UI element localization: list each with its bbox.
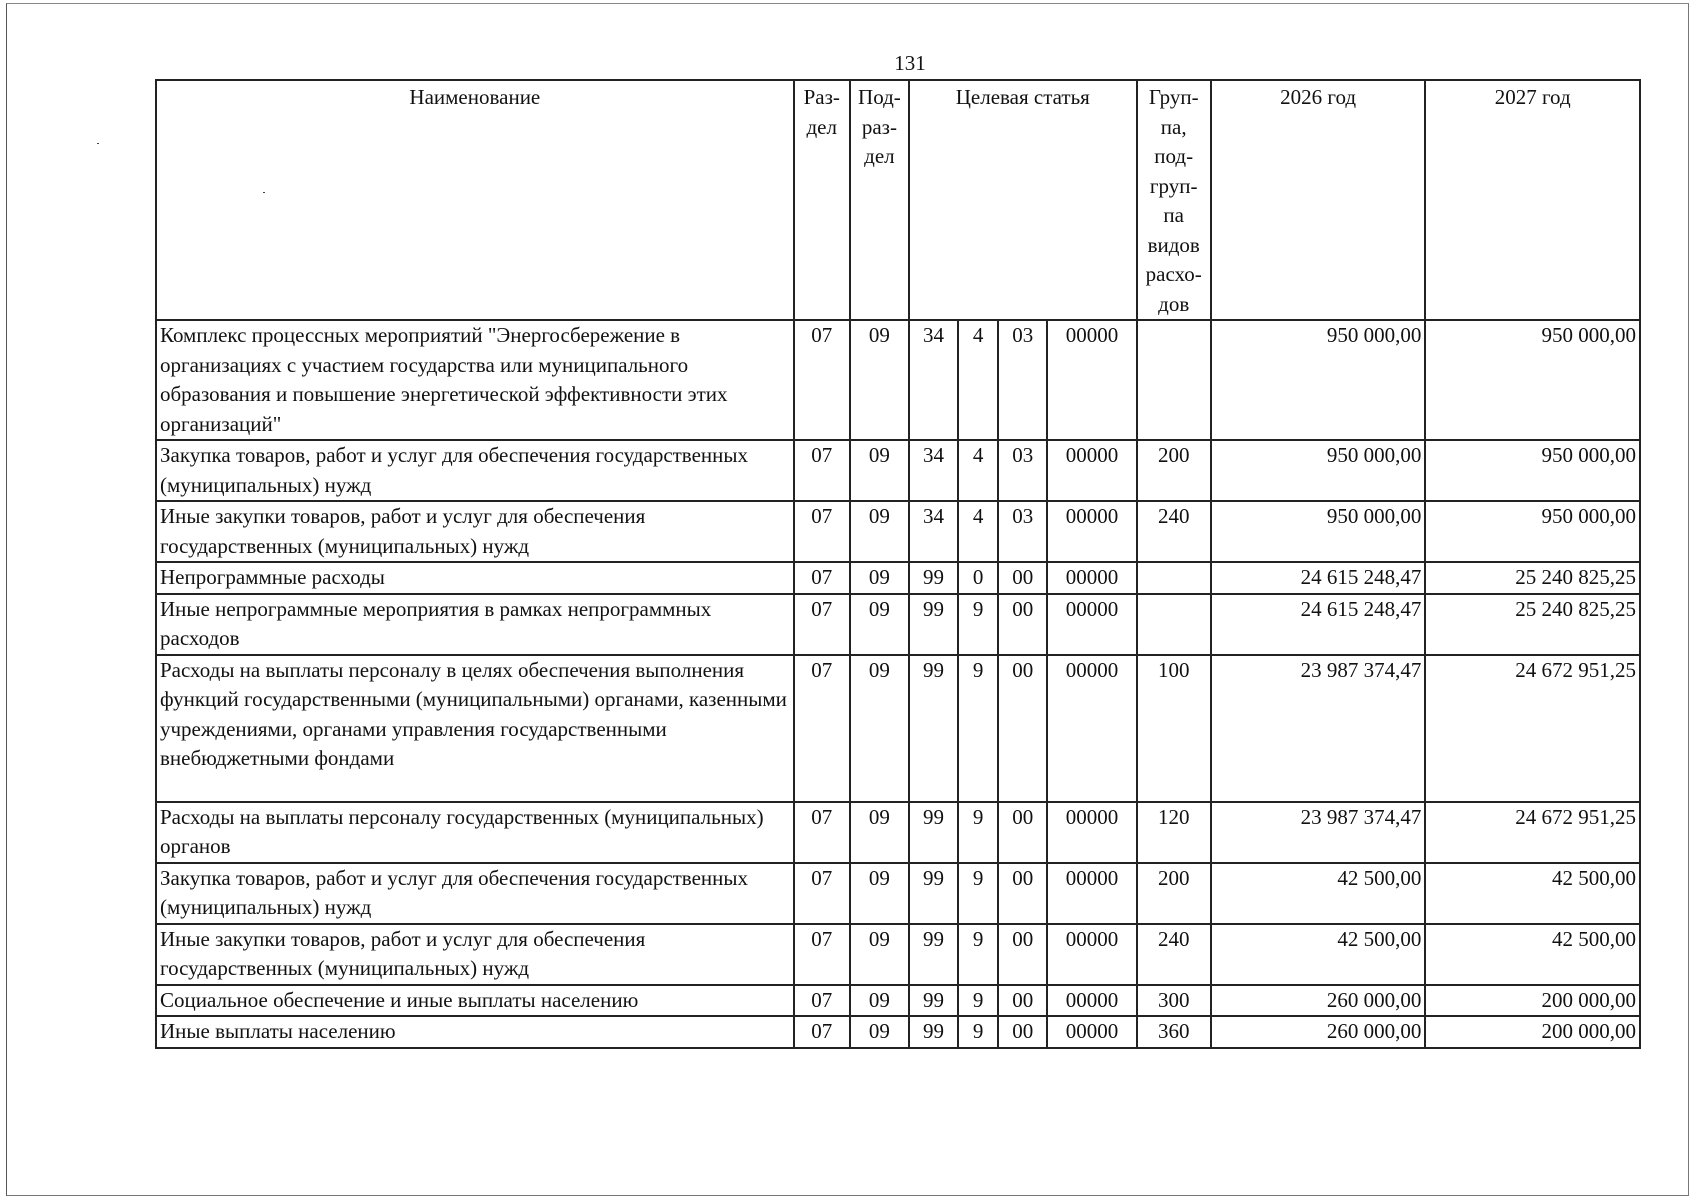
row-article-code: 00000 [1047,440,1136,501]
row-article-type: 4 [958,440,998,501]
row-expense-group: 240 [1137,501,1211,562]
row-article-type: 0 [958,562,998,594]
row-article-type: 9 [958,802,998,863]
row-subsection: 09 [850,924,909,985]
row-article-event: 00 [998,562,1047,594]
row-article-code: 00000 [1047,320,1136,440]
table-row [156,985,1640,1017]
header-section: Раз- дел [794,80,850,320]
row-article-code: 00000 [1047,501,1136,562]
table-row [156,924,1640,985]
row-name: Иные закупки товаров, работ и услуг для обеспечения государственных (муниципальных) нужд [156,924,794,985]
row-amount-2027: 950 000,00 [1425,320,1640,440]
row-article-event: 03 [998,501,1047,562]
row-article-program: 99 [909,562,958,594]
table-row [156,440,1640,501]
row-article-program: 99 [909,924,958,985]
row-article-event: 00 [998,924,1047,985]
row-amount-2026: 24 615 248,47 [1211,594,1426,655]
row-name: Комплекс процессных мероприятий "Энергосбережение в организациях с участием государства или муниципального образования и повышение энергетической эффективности этих организаций" [156,320,794,440]
row-subsection: 09 [850,594,909,655]
row-article-program: 34 [909,440,958,501]
row-amount-2026: 23 987 374,47 [1211,655,1426,802]
row-article-type: 9 [958,985,998,1017]
row-amount-2027: 950 000,00 [1425,501,1640,562]
row-subsection: 09 [850,802,909,863]
header-name: Наименование [156,80,794,320]
row-article-code: 00000 [1047,562,1136,594]
table-row [156,594,1640,655]
scan-speck [97,143,99,144]
row-article-event: 00 [998,594,1047,655]
row-article-code: 00000 [1047,863,1136,924]
row-amount-2026: 950 000,00 [1211,501,1426,562]
row-section: 07 [794,594,850,655]
page-number: 131 [894,51,926,75]
row-name: Социальное обеспечение и иные выплаты населению [156,985,794,1017]
row-article-program: 34 [909,320,958,440]
row-expense-group [1137,320,1211,440]
row-article-event: 00 [998,1016,1047,1048]
budget-table [155,79,1641,1049]
row-subsection: 09 [850,562,909,594]
row-article-type: 9 [958,863,998,924]
row-article-program: 34 [909,501,958,562]
row-article-program: 99 [909,985,958,1017]
row-expense-group: 200 [1137,863,1211,924]
table-row [156,320,1640,440]
row-expense-group: 300 [1137,985,1211,1017]
row-expense-group: 100 [1137,655,1211,802]
row-name: Иные выплаты населению [156,1016,794,1048]
row-article-type: 9 [958,594,998,655]
row-article-type: 9 [958,924,998,985]
table-row [156,802,1640,863]
row-article-code: 00000 [1047,1016,1136,1048]
row-amount-2027: 42 500,00 [1425,924,1640,985]
row-section: 07 [794,320,850,440]
row-article-code: 00000 [1047,655,1136,802]
row-article-event: 03 [998,440,1047,501]
row-article-program: 99 [909,802,958,863]
table-row [156,501,1640,562]
row-expense-group: 360 [1137,1016,1211,1048]
row-article-type: 4 [958,501,998,562]
row-amount-2027: 24 672 951,25 [1425,655,1640,802]
row-amount-2026: 23 987 374,47 [1211,802,1426,863]
row-name: Иные непрограммные мероприятия в рамках непрограммных расходов [156,594,794,655]
row-amount-2026: 950 000,00 [1211,320,1426,440]
row-article-type: 9 [958,655,998,802]
row-amount-2026: 260 000,00 [1211,1016,1426,1048]
row-section: 07 [794,802,850,863]
row-subsection: 09 [850,985,909,1017]
row-section: 07 [794,655,850,802]
row-amount-2026: 24 615 248,47 [1211,562,1426,594]
row-article-event: 00 [998,802,1047,863]
row-section: 07 [794,440,850,501]
row-subsection: 09 [850,863,909,924]
row-name: Расходы на выплаты персоналу государственных (муниципальных) органов [156,802,794,863]
row-expense-group: 120 [1137,802,1211,863]
row-subsection: 09 [850,1016,909,1048]
row-amount-2027: 25 240 825,25 [1425,562,1640,594]
row-section: 07 [794,924,850,985]
row-section: 07 [794,562,850,594]
row-amount-2027: 950 000,00 [1425,440,1640,501]
row-expense-group: 200 [1137,440,1211,501]
header-target-article: Целевая статья [909,80,1137,320]
row-amount-2027: 24 672 951,25 [1425,802,1640,863]
row-amount-2026: 42 500,00 [1211,863,1426,924]
header-subsection: Под- раз- дел [850,80,909,320]
row-article-type: 4 [958,320,998,440]
row-amount-2027: 42 500,00 [1425,863,1640,924]
row-amount-2026: 260 000,00 [1211,985,1426,1017]
row-article-code: 00000 [1047,802,1136,863]
header-year-2027: 2027 год [1425,80,1640,320]
row-article-program: 99 [909,863,958,924]
row-amount-2027: 200 000,00 [1425,1016,1640,1048]
row-name: Иные закупки товаров, работ и услуг для обеспечения государственных (муниципальных) нужд [156,501,794,562]
row-article-type: 9 [958,1016,998,1048]
table-row [156,1016,1640,1048]
table-row [156,562,1640,594]
row-article-program: 99 [909,594,958,655]
row-name: Закупка товаров, работ и услуг для обеспечения государственных (муниципальных) нужд [156,440,794,501]
row-article-program: 99 [909,655,958,802]
row-section: 07 [794,1016,850,1048]
table-row [156,863,1640,924]
row-amount-2027: 25 240 825,25 [1425,594,1640,655]
row-section: 07 [794,501,850,562]
row-amount-2027: 200 000,00 [1425,985,1640,1017]
row-article-event: 00 [998,655,1047,802]
row-article-event: 03 [998,320,1047,440]
header-expense-group: Груп- па, под- груп- па видов расхо- дов [1137,80,1211,320]
row-subsection: 09 [850,440,909,501]
header-row [156,80,1640,320]
row-expense-group [1137,562,1211,594]
row-expense-group [1137,594,1211,655]
row-article-program: 99 [909,1016,958,1048]
row-article-code: 00000 [1047,985,1136,1017]
header-year-2026: 2026 год [1211,80,1426,320]
row-article-event: 00 [998,863,1047,924]
row-subsection: 09 [850,655,909,802]
row-amount-2026: 950 000,00 [1211,440,1426,501]
row-subsection: 09 [850,501,909,562]
row-article-event: 00 [998,985,1047,1017]
row-name: Расходы на выплаты персоналу в целях обеспечения выполнения функций государственными (муниципальными) органами, казенными учреждениями, органами управления государственными внебюджетными фондами [156,655,794,802]
row-article-code: 00000 [1047,594,1136,655]
row-expense-group: 240 [1137,924,1211,985]
row-amount-2026: 42 500,00 [1211,924,1426,985]
row-name: Непрограммные расходы [156,562,794,594]
row-name: Закупка товаров, работ и услуг для обеспечения государственных (муниципальных) нужд [156,863,794,924]
row-article-code: 00000 [1047,924,1136,985]
row-section: 07 [794,863,850,924]
row-section: 07 [794,985,850,1017]
row-subsection: 09 [850,320,909,440]
table-row [156,655,1640,802]
